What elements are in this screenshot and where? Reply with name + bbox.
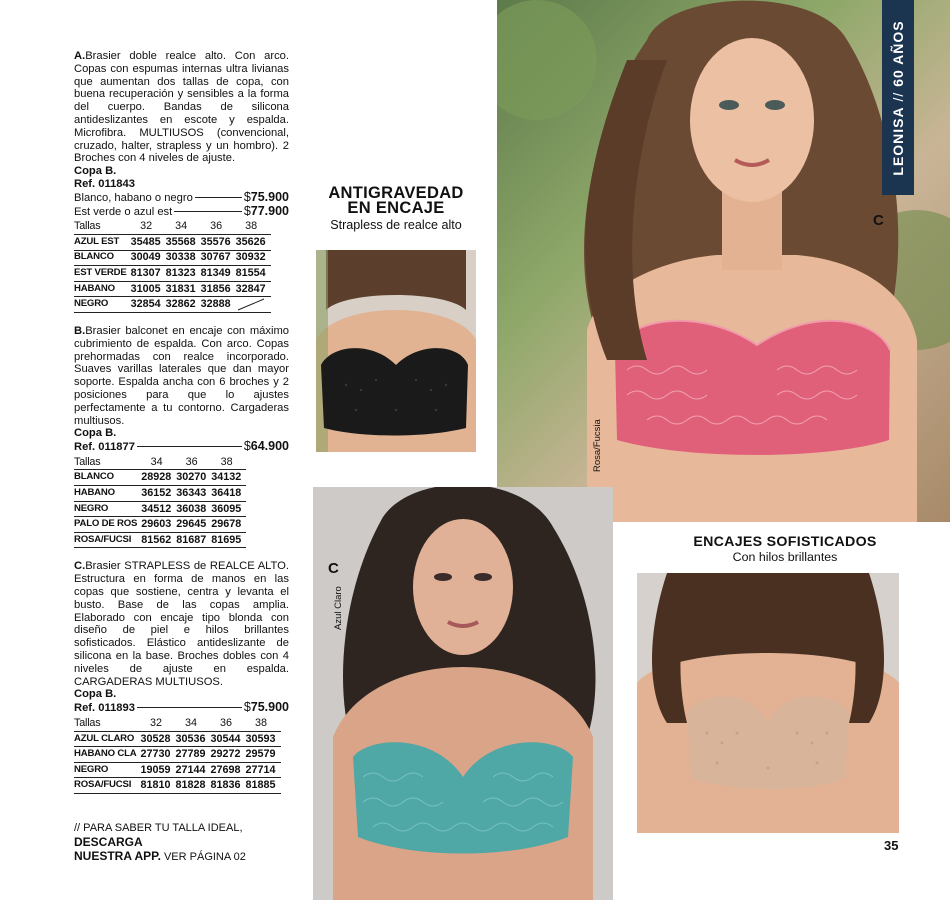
color-label-rosa-fucsia: Rosa/Fucsia (592, 419, 603, 472)
product-b (74, 325, 289, 549)
product-c (74, 560, 289, 794)
brand-tab: LEONISA // 60 AÑOS (882, 0, 914, 195)
table-row: ROSA/FUCSI 81562 81687 81695 (74, 532, 246, 548)
heading-antigravedad: ANTIGRAVEDAD EN ENCAJE Strapless de realce alto (328, 184, 464, 232)
product-a (74, 50, 289, 313)
product-b-size-table: Tallas 34 36 38 BLANCO 28928 30270 34132 HABANO 36152 36343 36418 NEGRO 34512 36038 36095 PALO DE ROS 29603 29645 29678 ROSA/FUCSI 81562 81687 81695 (74, 455, 246, 549)
product-descriptions-column (74, 50, 289, 806)
table-row: AZUL CLARO 30528 30536 30544 30593 (74, 731, 281, 747)
table-row: NEGRO 32854 32862 32888 (74, 297, 271, 313)
product-b-description: B.Brasier balconet en encaje con máximo cubrimiento de espalda. Con arco. Copas prehormadas con realce incorporado. Suaves varillas laterales que dan mayor soporte. Espalda ancha con 6 broches y 2 posiciones para que lo ajustes perfectamente a tu contorno. Cargaderas multiusos. (74, 324, 289, 427)
product-a-size-table: Tallas 32 34 36 38 AZUL EST 35485 35568 35576 35626 BLANCO 30049 30338 30767 30932 EST VERDE 81307 81323 81349 81554 HABANO 31005 31831 31856 32847 NEGRO 32854 32862 32888 (74, 219, 271, 313)
product-a-text: Brasier doble realce alto. Con arco. Copas con espumas internas ultra livianas que aumentan dos tallas de copa, con buena recuperación y sensibles a la forma del cuerpo. Bandas de silicona antideslizantes en escote y espalda. Microfibra. MULTIUSOS (convencional, cruzado, halter, strapless y un hombro). 2 Broches con 4 niveles de ajuste. (74, 50, 289, 165)
size-guide-note[interactable]: // PARA SABER TU TALLA IDEAL, DESCARGA NUESTRA APP. VER PÁGINA 02 (74, 822, 246, 863)
product-c-description: C.Brasier STRAPLESS de REALCE ALTO. Estructura en forma de manos en las copas que sostiene, centra y levanta el busto. Base de las copas amplia. Elaborado con encaje tipo blonda con diseño de piel e hilos brillantes sofisticados. Elástico antideslizante de silicona en la base. Broches dobles con 4 niveles de ajuste en espalda. CARGADERAS MULTIUSOS. (74, 560, 289, 688)
product-a-ref: Ref. 011843 (74, 177, 135, 190)
table-row: PALO DE ROS 29603 29645 29678 (74, 517, 246, 533)
brand-name: LEONISA (890, 105, 906, 176)
product-a-description (74, 50, 289, 165)
model-photo-nude-bra (637, 573, 899, 833)
brand-years: 60 AÑOS (890, 19, 906, 87)
model-photo-aqua-bra (313, 487, 613, 900)
product-c-ref-price: Ref. 011893 $75.900 (74, 700, 289, 715)
table-row: HABANO 31005 31831 31856 32847 (74, 281, 271, 297)
heading-encajes-sofisticados: ENCAJES SOFISTICADOS Con hilos brillantes (693, 534, 877, 564)
table-row: HABANO CLA 27730 27789 29272 29579 (74, 747, 281, 763)
table-row: NEGRO 34512 36038 36095 (74, 501, 246, 517)
color-label-azul-claro: Azul Claro (333, 586, 344, 630)
table-row: ROSA/FUCSI 81810 81828 81836 81885 (74, 778, 281, 794)
product-a-price-1: Blanco, habano o negro $75.900 (74, 189, 289, 204)
photo-letter-c-top: C (873, 212, 884, 229)
table-row: NEGRO 19059 27144 27698 27714 (74, 762, 281, 778)
product-b-ref-price: Ref. 011877 $64.900 (74, 439, 289, 454)
product-a-price-2: Est verde o azul est $77.900 (74, 203, 289, 218)
table-row: BLANCO 28928 30270 34132 (74, 470, 246, 486)
model-photo-black-bra (316, 250, 476, 452)
model-illustration-black (316, 250, 476, 452)
model-illustration-nude (637, 573, 899, 833)
empty-cell-slash (236, 297, 266, 311)
product-a-letter: A. (74, 50, 86, 62)
table-row: BLANCO 30049 30338 30767 30932 (74, 250, 271, 266)
page-number: 35 (884, 838, 899, 853)
table-row: AZUL EST 35485 35568 35576 35626 (74, 234, 271, 250)
product-b-cup: Copa B. (74, 427, 117, 440)
product-a-cup: Copa B. (74, 165, 117, 178)
product-c-cup: Copa B. (74, 688, 117, 701)
model-illustration-aqua (313, 487, 613, 900)
table-row: EST VERDE 81307 81323 81349 81554 (74, 266, 271, 282)
product-c-size-table: Tallas 32 34 36 38 AZUL CLARO 30528 30536 30544 30593 HABANO CLA 27730 27789 29272 29579 NEGRO 19059 27144 27698 27714 ROSA/FUCSI 81810 81828 81836 81885 (74, 716, 281, 794)
photo-letter-c-mid: C (328, 560, 339, 577)
table-row: HABANO 36152 36343 36418 (74, 486, 246, 502)
